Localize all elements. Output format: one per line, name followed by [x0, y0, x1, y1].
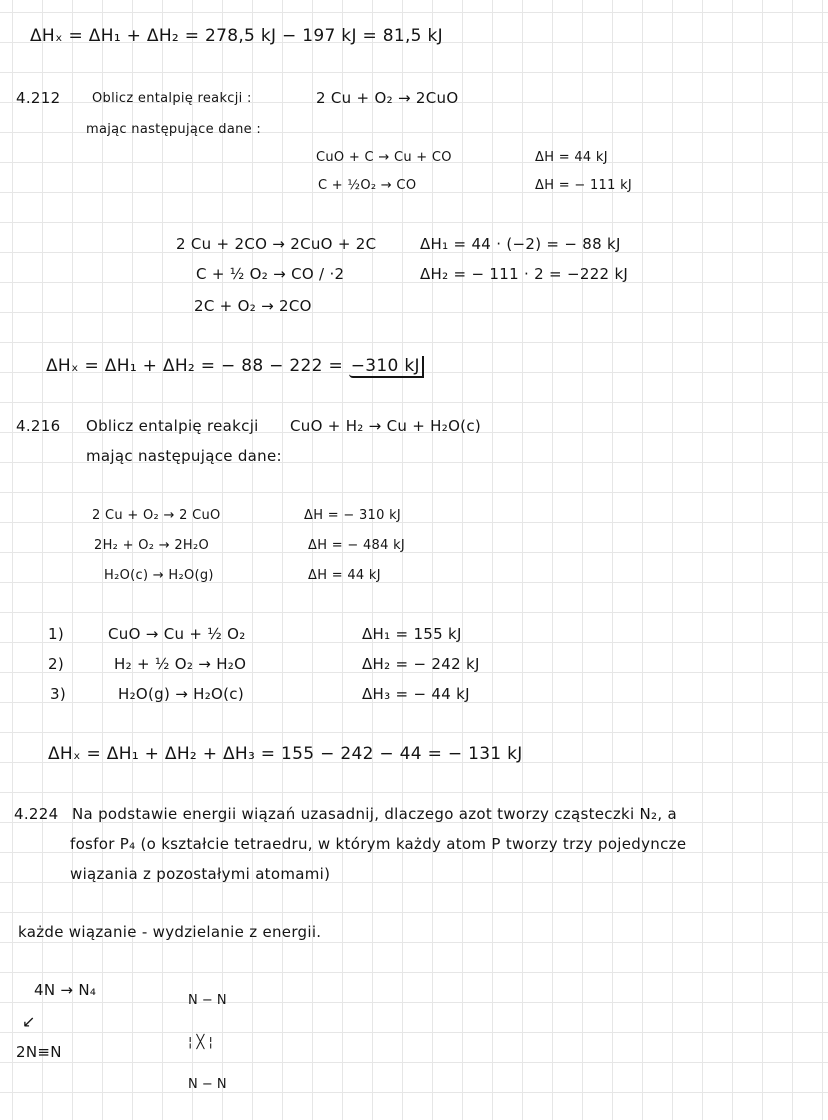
step-enthalpy: ΔH₁ = 155 kJ	[362, 625, 462, 643]
exercise-text-line: Na podstawie energii wiązań uzasadnij, dlaczego azot tworzy cząsteczki N₂, a	[72, 805, 678, 823]
step-enthalpy: ΔH₁ = 44 · (−2) = − 88 kJ	[420, 235, 621, 253]
given-enthalpy: ΔH = − 484 kJ	[308, 538, 406, 553]
arrow-down-icon: ↙	[22, 1012, 36, 1031]
step-enthalpy: ΔH₃ = − 44 kJ	[362, 685, 470, 703]
step-reaction: H₂O(g) → H₂O(c)	[118, 685, 244, 703]
product-line: 2N≡N	[16, 1043, 62, 1061]
step-reaction: H₂ + ½ O₂ → H₂O	[114, 655, 247, 673]
given-reaction: 2 Cu + O₂ → 2 CuO	[92, 508, 221, 523]
exercise-number: 4.224	[14, 805, 59, 823]
previous-result-line: ΔHₓ = ΔH₁ + ΔH₂ = 278,5 kJ − 197 kJ = 81,5 kJ	[30, 26, 443, 46]
given-enthalpy: ΔH = − 111 kJ	[535, 178, 633, 193]
given-reaction: H₂O(c) → H₂O(g)	[104, 568, 214, 583]
tetrahedron-structure	[188, 966, 227, 1120]
target-reaction: 2 Cu + O₂ → 2CuO	[316, 89, 459, 107]
structure-row: N − N	[188, 1077, 227, 1092]
step-label: 3)	[50, 685, 66, 703]
given-label: mając następujące dane :	[86, 122, 262, 137]
exercise-prompt: Oblicz entalpię reakcji :	[92, 91, 252, 106]
given-reaction: CuO + C → Cu + CO	[316, 150, 452, 165]
step-reaction: 2C + O₂ → 2CO	[194, 297, 312, 315]
exercise-prompt: Oblicz entalpię reakcji	[86, 417, 259, 435]
step-reaction: 2 Cu + 2CO → 2CuO + 2C	[176, 235, 377, 253]
result-value: −310 kJ	[349, 356, 424, 378]
target-reaction: CuO + H₂ → Cu + H₂O(c)	[290, 417, 482, 435]
exercise-result: ΔHₓ = ΔH₁ + ΔH₂ + ΔH₃ = 155 − 242 − 44 = − 131 kJ	[48, 744, 523, 764]
step-label: 2)	[48, 655, 64, 673]
given-enthalpy: ΔH = 44 kJ	[535, 150, 608, 165]
step-enthalpy: ΔH₂ = − 242 kJ	[362, 655, 480, 673]
result-equation: ΔHₓ = ΔH₁ + ΔH₂ = − 88 − 222 =	[46, 356, 343, 376]
given-enthalpy: ΔH = − 310 kJ	[304, 508, 402, 523]
exercise-text-line: wiązania z pozostałymi atomami)	[70, 865, 331, 883]
step-label: 1)	[48, 625, 64, 643]
step-reaction: C + ½ O₂ → CO / ·2	[196, 265, 345, 283]
exercise-text-line: fosfor P₄ (o kształcie tetraedru, w którym każdy atom P tworzy trzy pojedyncze	[70, 835, 687, 853]
given-label: mając następujące dane:	[86, 447, 282, 465]
note-line: każde wiązanie - wydzielanie z energii.	[18, 923, 322, 941]
exercise-number: 4.216	[16, 417, 61, 435]
given-reaction: 2H₂ + O₂ → 2H₂O	[94, 538, 210, 553]
given-reaction: C + ½O₂ → CO	[318, 178, 417, 193]
exercise-number: 4.212	[16, 89, 61, 107]
reaction-line: 4N → N₄	[34, 981, 97, 999]
exercise-result	[46, 356, 424, 378]
step-enthalpy: ΔH₂ = − 111 · 2 = −222 kJ	[420, 265, 629, 283]
structure-row: ¦ ╳ ¦	[188, 1035, 213, 1050]
step-reaction: CuO → Cu + ½ O₂	[108, 625, 246, 643]
given-enthalpy: ΔH = 44 kJ	[308, 568, 381, 583]
structure-row: N − N	[188, 993, 227, 1008]
